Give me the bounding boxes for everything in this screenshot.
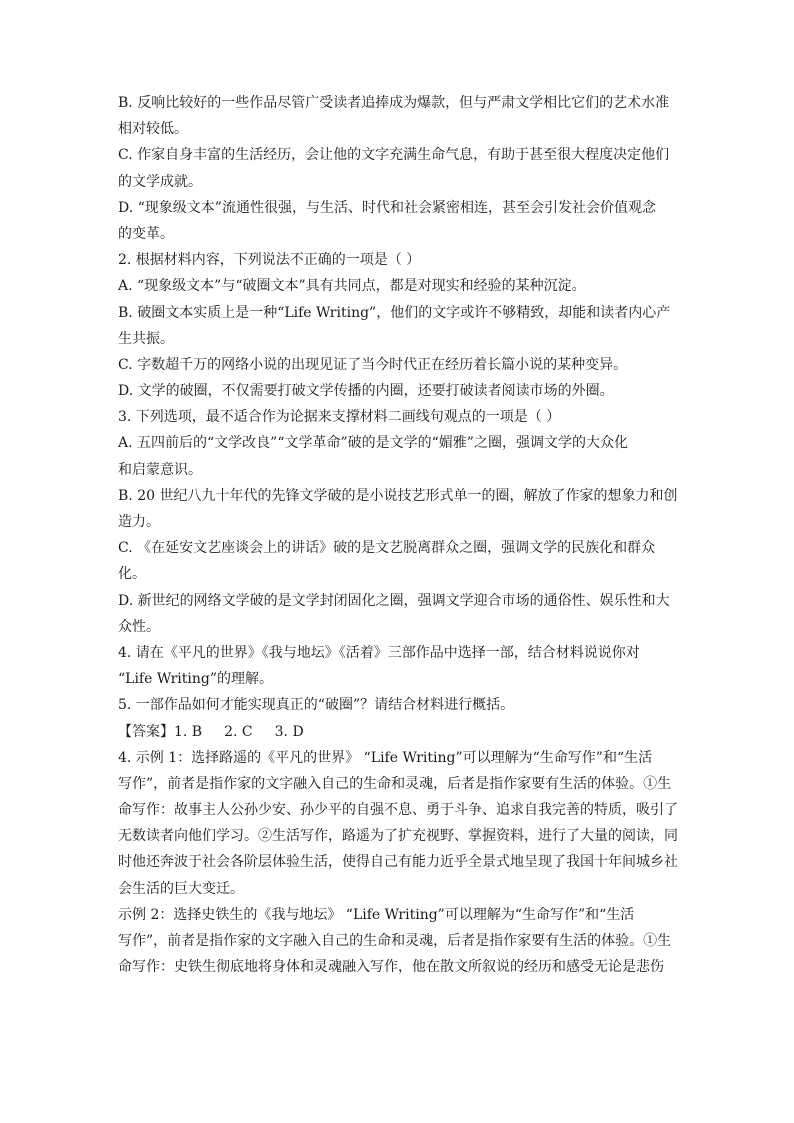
text-line: 时他还奔波于社会各阶层体验生活，使得自己有能力近乎全景式地呈现了我国十年间城乡社 — [118, 854, 678, 871]
text-line: B. 破圈文本实质上是一种“Life Writing”，他们的文字或许不够精致，却能和读者内心产 — [118, 304, 671, 321]
text-line: D. 新世纪的网络文学破的是文学封闭固化之圈，强调文学迎合市场的通俗性、娱乐性和大 — [118, 592, 670, 609]
text-line: D. 文学的破圈，不仅需要打破文学传播的内圈，还要打破读者阅读市场的外圈。 — [118, 383, 614, 400]
text-line: 示例 2：选择史铁生的《我与地坛》 “Life Writing”可以理解为“生命写作”和“生活 — [118, 906, 635, 923]
question-3: 3. 下列选项，最不适合作为论据来支撑材料二画线句观点的一项是（ ） — [118, 409, 561, 426]
text-line: 命写作：故事主人公孙少安、孙少平的自强不息、勇于斗争、追求自我完善的特质，吸引了 — [118, 802, 678, 819]
text-line: “Life Writing”的理解。 — [118, 671, 274, 688]
text-line: 造力。 — [118, 514, 160, 530]
text-line: A. 五四前后的“文学改良”“文学革命”破的是文学的“媚雅”之圈，强调文学的大众化 — [118, 435, 628, 452]
text-line: 无数读者向他们学习。②生活写作，路遥为了扩充视野、掌握资料，进行了大量的阅读，同 — [118, 828, 678, 845]
answer-item: 3. D — [274, 723, 304, 740]
text-line: 会生活的巨大变迁。 — [118, 880, 244, 897]
answer-label: 【答案】 — [118, 723, 174, 740]
text-line: B. 20 世纪八九十年代的先锋文学破的是小说技艺形式单一的圈，解放了作家的想象力和创 — [118, 487, 678, 504]
text-line: 和启蒙意识。 — [118, 461, 202, 478]
text-line: 的文学成就。 — [118, 173, 202, 190]
answer-line — [118, 719, 678, 745]
answer-item: 2. C — [224, 723, 253, 740]
text-line: 众性。 — [118, 618, 160, 635]
text-line: 写作”，前者是指作家的文字融入自己的生命和灵魂，后者是指作家要有生活的体验。①生 — [118, 775, 672, 792]
text-line: 的变革。 — [118, 225, 174, 242]
text-line: 命写作：史铁生彻底地将身体和灵魂融入写作，他在散文所叙说的经历和感受无论是悲伤 — [118, 959, 664, 976]
text-line: 写作”，前者是指作家的文字融入自己的生命和灵魂，后者是指作家要有生活的体验。①生 — [118, 933, 672, 949]
text-line: 生共振。 — [118, 330, 174, 347]
text-line: A. “现象级文本”与“破圈文本”具有共同点，都是对现实和经验的某种沉淀。 — [118, 278, 586, 295]
text-line: C. 《在延安文艺座谈会上的讲话》破的是文艺脱离群众之圈，强调文学的民族化和群众 — [118, 540, 656, 557]
question-2: 2. 根据材料内容，下列说法不正确的一项是（ ） — [118, 252, 421, 269]
question-5: 5. 一部作品如何才能实现真正的“破圈”？请结合材料进行概括。 — [118, 697, 515, 714]
text-line: C. 字数超千万的网络小说的出现见证了当今时代正在经历着长篇小说的某种变异。 — [118, 356, 628, 373]
text-line: B. 反响比较好的一些作品尽管广受读者追捧成为爆款，但与严肃文学相比它们的艺术水准 — [118, 95, 670, 111]
question-text — [118, 90, 678, 980]
text-line: D. “现象级文本”流通性很强，与生活、时代和社会紧密相连，甚至会引发社会价值观念 — [118, 199, 656, 216]
text-line: 4. 示例 1：选择路遥的《平凡的世界》 “Life Writing”可以理解为“生命写作”和“生活 — [118, 749, 653, 766]
answer-item: 1. B — [174, 723, 203, 740]
text-line: 化。 — [118, 566, 146, 583]
text-line: 相对较低。 — [118, 121, 188, 138]
question-4: 4. 请在《平凡的世界》《我与地坛》《活着》三部作品中选择一部，结合材料说说你对 — [118, 644, 640, 661]
text-line: C. 作家自身丰富的生活经历，会让他的文字充满生命气息，有助于甚至很大程度决定他们 — [118, 147, 670, 164]
